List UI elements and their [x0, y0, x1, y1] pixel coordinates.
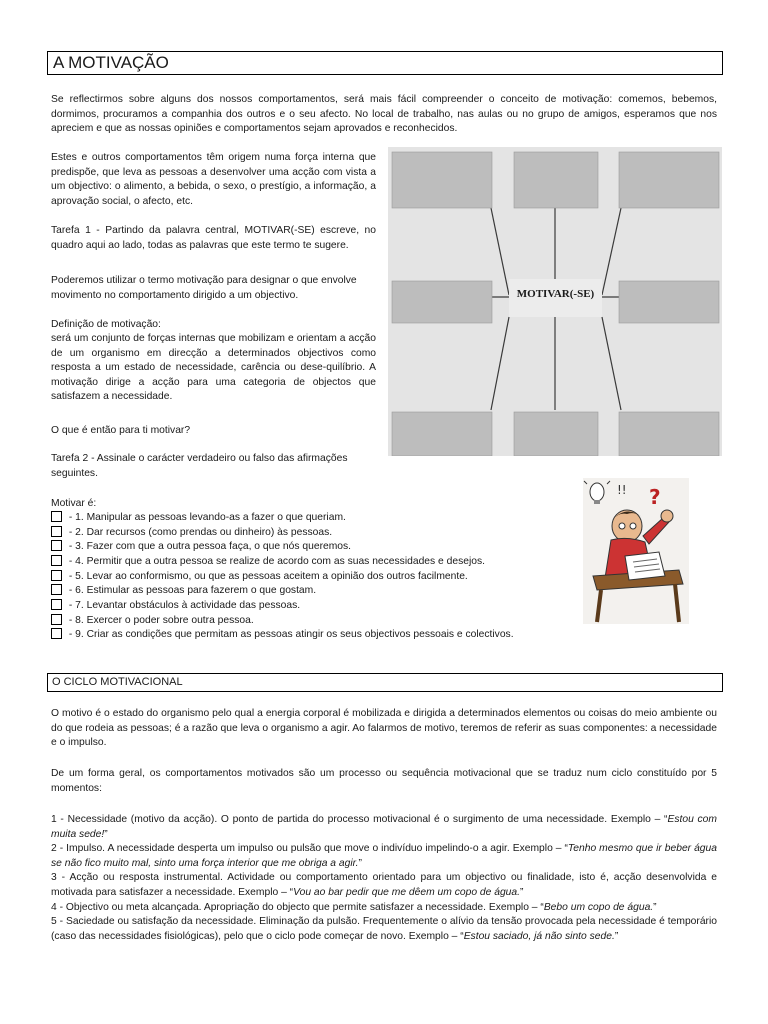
origin-paragraph: Estes e outros comportamentos têm origem numa força interna que predispõe, que leva as pessoas a desenvolver uma acção com vista a um objectivo: o alimento, a bebida, o sexo, o prestígio, a informação, a aprovação social, o afecto, etc. [51, 152, 376, 207]
list-item [51, 599, 300, 614]
intro-paragraph: Se reflectirmos sobre alguns dos nossos comportamentos, será mais fácil compreender o conceito de motivação: comemos, bebemos, dormimos, procuramos a companhia dos outros e o seu afecto. No local de trabalho, nas aulas ou no grupo de amigos, esperamos que nos apreciem e que as nossas opiniões e comportamentos sejam aprovados e reconhecidos. [51, 94, 717, 135]
checkbox[interactable] [51, 584, 62, 595]
checkbox[interactable] [51, 526, 62, 537]
step-text: 3 - Acção ou resposta instrumental. Actividade ou comportamento orientado para um objectivo ou finalidade, isto é, acção desenvolvida e motivada para satisfazer a necessidade. Exemplo – “ [51, 872, 717, 898]
checkbox[interactable] [51, 614, 62, 625]
checkbox[interactable] [51, 540, 62, 551]
checkbox[interactable] [51, 628, 62, 639]
svg-text:?: ? [649, 485, 661, 509]
step-quote-end: ” [614, 930, 619, 942]
definicao-title: Definição de motivação: [51, 319, 161, 330]
item-text: - 3. Fazer com que a outra pessoa faça, o que nós queremos. [66, 541, 352, 552]
definicao-body: será um conjunto de forças internas que mobilizam e orientam a acção de um organismo em direcção a determinados objectivos como resposta a um estado de necessidade, carência ou dese-quilíbrio. A motivação dirige a acção para uma categoria de objectos que satisfazem a necessidade. [51, 333, 376, 403]
step-example: Bebo um copo de água. [543, 901, 654, 913]
item-text: - 1. Manipular as pessoas levando-as a fazer o que queriam. [66, 512, 346, 523]
step-quote-end: ” [653, 901, 657, 913]
item-text: - 8. Exercer o poder sobre outra pessoa. [66, 615, 254, 626]
step-example: Estou saciado, já não sinto sede. [463, 930, 615, 942]
svg-text:!!: !! [617, 483, 627, 497]
item-text: - 5. Levar ao conformismo, ou que as pessoas aceitem a opinião dos outros facilmente. [66, 571, 468, 582]
poderemos-paragraph: Poderemos utilizar o termo motivação para designar o que envolve movimento no comportamento dirigido a um objectivo. [51, 275, 357, 301]
cycle-step [51, 915, 717, 944]
step-quote-end: ” [519, 886, 524, 898]
cycle-step [51, 871, 717, 900]
checkbox[interactable] [51, 511, 62, 522]
cycle-step [51, 901, 717, 916]
item-text: - 7. Levantar obstáculos à actividade das pessoas. [66, 600, 301, 611]
list-item [51, 540, 351, 555]
motivar-word-diagram [388, 147, 722, 456]
thinking-student-illustration [583, 478, 689, 624]
step-text: 5 - Saciedade ou satisfação da necessidade. Eliminação da pulsão. Frequentemente o alívio da tensão provocada pela necessidade é temporário (caso das necessidades fisiológicas), pelo que o ciclo pode começar de novo. Exemplo – “ [51, 916, 717, 942]
step-text: 4 - Objectivo ou meta alcançada. Apropriação do objecto que permite satisfazer a necessidade. Exemplo – “ [51, 901, 544, 913]
cycle-steps [51, 813, 717, 944]
step-quote-end: ” [358, 857, 362, 869]
page-title: A MOTIVAÇÃO [47, 51, 723, 75]
question-text: O que é então para ti motivar? [51, 425, 191, 436]
list-item [51, 555, 485, 570]
item-text: - 2. Dar recursos (como prendas ou dinheiro) às pessoas. [66, 527, 333, 538]
list-item [51, 526, 332, 541]
step-text: 1 - Necessidade (motivo da acção). O ponto de partida do processo motivacional é o surgimento de uma necessidade. Exemplo – “ [51, 814, 668, 825]
checkbox[interactable] [51, 570, 62, 581]
step-quote-end: ” [104, 828, 108, 840]
diagram-graphic [388, 147, 722, 456]
section-title: O CICLO MOTIVACIONAL [47, 673, 723, 692]
step-example: Tenho mesmo que ir beber água se não fico muito mal, sinto uma força interior que me obriga a agir. [51, 843, 717, 869]
diagram-center-label: MOTIVAR(-SE) [516, 288, 595, 300]
step-example: Estou com muita sede! [51, 814, 717, 840]
item-text: - 6. Estimular as pessoas para fazerem o que gostam. [66, 585, 317, 596]
list-item [51, 584, 316, 599]
motivo-paragraph: O motivo é o estado do organismo pelo qual a energia corporal é mobilizada e dirigida a determinados elementos ou coisas do meio ambiente ou do que rodeia as pessoas; é a razão que leva o organismo a agir. Ao falarmos de motivo, teremos de referir as suas componentes: a necessidade e o impulso. [51, 708, 717, 749]
item-text: - 9. Criar as condições que permitam as pessoas atingir os seus objectivos pessoais e colectivos. [66, 629, 514, 640]
checkbox[interactable] [51, 599, 62, 610]
checkbox[interactable] [51, 555, 62, 566]
list-item [51, 614, 254, 629]
forma-geral-paragraph: De um forma geral, os comportamentos motivados são um processo ou sequência motivacional que se traduz num ciclo constituído por 5 momentos: [51, 768, 717, 794]
cycle-step [51, 813, 717, 842]
list-item [51, 570, 468, 585]
step-text: 2 - Impulso. A necessidade desperta um impulso ou pulsão que move o indivíduo impelindo-o a agir. Exemplo – “ [51, 843, 568, 855]
item-text: - 4. Permitir que a outra pessoa se realize de acordo com as suas necessidades e desejos. [66, 556, 485, 567]
step-example: Vou ao bar pedir que me dêem um copo de água. [293, 886, 520, 898]
tarefa2-paragraph: Tarefa 2 - Assinale o carácter verdadeiro ou falso das afirmações seguintes. [51, 453, 348, 479]
tarefa1-paragraph: Tarefa 1 - Partindo da palavra central, MOTIVAR(-SE) escreve, no quadro aqui ao lado, todas as palavras que este termo te sugere. [51, 225, 376, 251]
list-item [51, 628, 514, 643]
list-item [51, 511, 346, 526]
cycle-step [51, 842, 717, 871]
motivar-e-label: Motivar é: [51, 498, 97, 509]
